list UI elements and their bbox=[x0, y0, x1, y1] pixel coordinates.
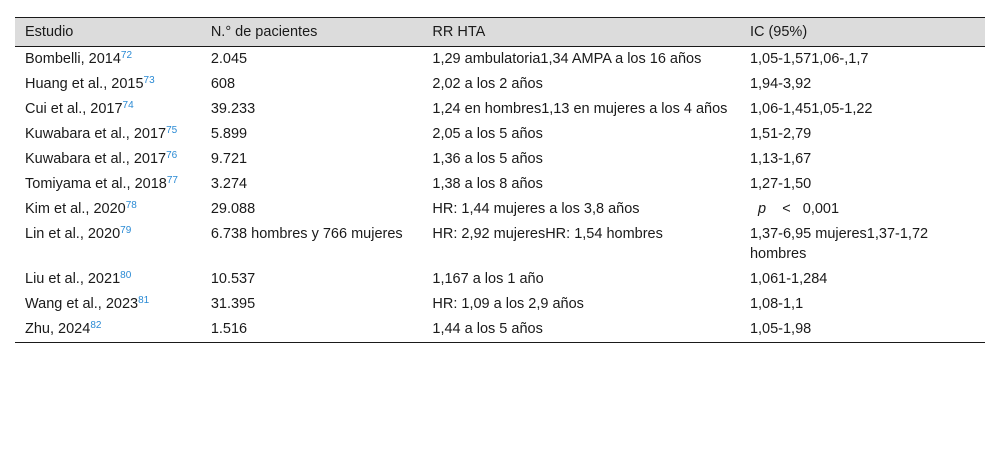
reference-link[interactable]: 79 bbox=[120, 225, 132, 236]
ic-cell bbox=[740, 197, 985, 222]
reference-link[interactable]: 81 bbox=[138, 295, 150, 306]
rr-cell: 1,38 a los 8 años bbox=[432, 176, 543, 192]
ic-cell: 1,37-6,95 mujeres1,37-1,72 hombres bbox=[749, 226, 929, 262]
table-row bbox=[15, 317, 985, 343]
reference-link[interactable]: 74 bbox=[122, 100, 134, 111]
header-estudio: Estudio bbox=[15, 18, 201, 47]
study-cell bbox=[15, 72, 201, 97]
study-name: Kuwabara et al., 2017 bbox=[25, 151, 167, 167]
rr-cell: 1,167 a los 1 año bbox=[432, 271, 544, 287]
p-value-text: < 0,001 bbox=[782, 201, 840, 217]
study-name: Huang et al., 2015 bbox=[25, 76, 144, 92]
studies-table bbox=[15, 17, 985, 343]
table-row bbox=[15, 197, 985, 222]
rr-cell: 2,02 a los 2 años bbox=[432, 76, 543, 92]
table-row bbox=[15, 97, 985, 122]
study-cell bbox=[15, 172, 201, 197]
reference-link[interactable]: 76 bbox=[166, 150, 178, 161]
reference-link[interactable]: 82 bbox=[90, 320, 102, 331]
patients-cell: 6.738 hombres y 766 mujeres bbox=[210, 226, 403, 242]
table-row bbox=[15, 172, 985, 197]
study-cell bbox=[15, 222, 201, 267]
rr-cell: 2,05 a los 5 años bbox=[432, 126, 543, 142]
study-name: Cui et al., 2017 bbox=[25, 101, 123, 117]
patients-cell: 9.721 bbox=[210, 151, 248, 167]
rr-cell: 1,44 a los 5 años bbox=[422, 317, 740, 343]
study-cell bbox=[15, 47, 201, 73]
table-row bbox=[15, 72, 985, 97]
table-row bbox=[15, 267, 985, 292]
ic-cell: 1,27-1,50 bbox=[749, 176, 812, 192]
rr-cell: 1,29 ambulatoria1,34 AMPA a los 16 años bbox=[432, 51, 702, 67]
patients-cell: 608 bbox=[210, 76, 236, 92]
ic-cell: 1,061-1,284 bbox=[749, 271, 828, 287]
study-name: Kuwabara et al., 2017 bbox=[25, 126, 167, 142]
table-row bbox=[15, 147, 985, 172]
patients-cell: 10.537 bbox=[210, 271, 256, 287]
table-row bbox=[15, 292, 985, 317]
ic-cell: 1,05-1,98 bbox=[740, 317, 985, 343]
reference-link[interactable]: 80 bbox=[120, 270, 132, 281]
ic-cell: 1,08-1,1 bbox=[749, 296, 804, 312]
table-row bbox=[15, 47, 985, 73]
table-header bbox=[15, 18, 985, 47]
study-name: Kim et al., 2020 bbox=[25, 201, 126, 217]
reference-link[interactable]: 72 bbox=[120, 50, 133, 61]
study-name: Wang et al., 2023 bbox=[25, 296, 139, 312]
rr-cell: HR: 2,92 mujeresHR: 1,54 hombres bbox=[432, 226, 663, 242]
study-cell bbox=[15, 317, 201, 343]
ic-cell: 1,94-3,92 bbox=[749, 76, 812, 92]
study-cell bbox=[15, 267, 201, 292]
p-value-symbol: p bbox=[758, 201, 767, 217]
header-pacientes: N.° de pacientes bbox=[201, 18, 423, 47]
patients-cell: 2.045 bbox=[210, 51, 248, 67]
reference-link[interactable]: 78 bbox=[125, 200, 137, 211]
rr-cell: 1,24 en hombres1,13 en mujeres a los 4 años bbox=[432, 101, 728, 117]
patients-cell: 3.274 bbox=[210, 176, 248, 192]
study-name: Zhu, 2024 bbox=[25, 321, 91, 337]
table-row bbox=[15, 122, 985, 147]
ic-cell: 1,05-1,571,06-,1,7 bbox=[749, 51, 869, 67]
rr-cell: HR: 1,09 a los 2,9 años bbox=[432, 296, 584, 312]
ic-cell: 1,51-2,79 bbox=[749, 126, 812, 142]
header-ic: IC (95%) bbox=[740, 18, 985, 47]
patients-cell: 29.088 bbox=[210, 201, 256, 217]
study-cell bbox=[15, 292, 201, 317]
ic-cell: 1,06-1,451,05-1,22 bbox=[749, 101, 873, 117]
header-rr-hta: RR HTA bbox=[422, 18, 740, 47]
reference-link[interactable]: 73 bbox=[143, 75, 155, 86]
patients-cell: 5.899 bbox=[210, 126, 248, 142]
study-cell bbox=[15, 122, 201, 147]
reference-link[interactable]: 75 bbox=[166, 125, 178, 136]
study-cell bbox=[15, 147, 201, 172]
ic-cell: 1,13-1,67 bbox=[749, 151, 812, 167]
patients-cell: 39.233 bbox=[210, 101, 256, 117]
study-name: Lin et al., 2020 bbox=[25, 226, 121, 242]
study-name: Bombelli, 2014 bbox=[25, 51, 121, 67]
rr-cell: HR: 1,44 mujeres a los 3,8 años bbox=[432, 201, 640, 217]
study-name: Tomiyama et al., 2018 bbox=[25, 176, 167, 192]
patients-cell: 1.516 bbox=[201, 317, 423, 343]
study-cell bbox=[15, 97, 201, 122]
study-cell bbox=[15, 197, 201, 222]
study-name: Liu et al., 2021 bbox=[25, 271, 121, 287]
rr-cell: 1,36 a los 5 años bbox=[432, 151, 543, 167]
header-row bbox=[15, 18, 985, 47]
patients-cell: 31.395 bbox=[210, 296, 256, 312]
reference-link[interactable]: 77 bbox=[166, 175, 178, 186]
table-body bbox=[15, 47, 985, 343]
table-row bbox=[15, 222, 985, 267]
